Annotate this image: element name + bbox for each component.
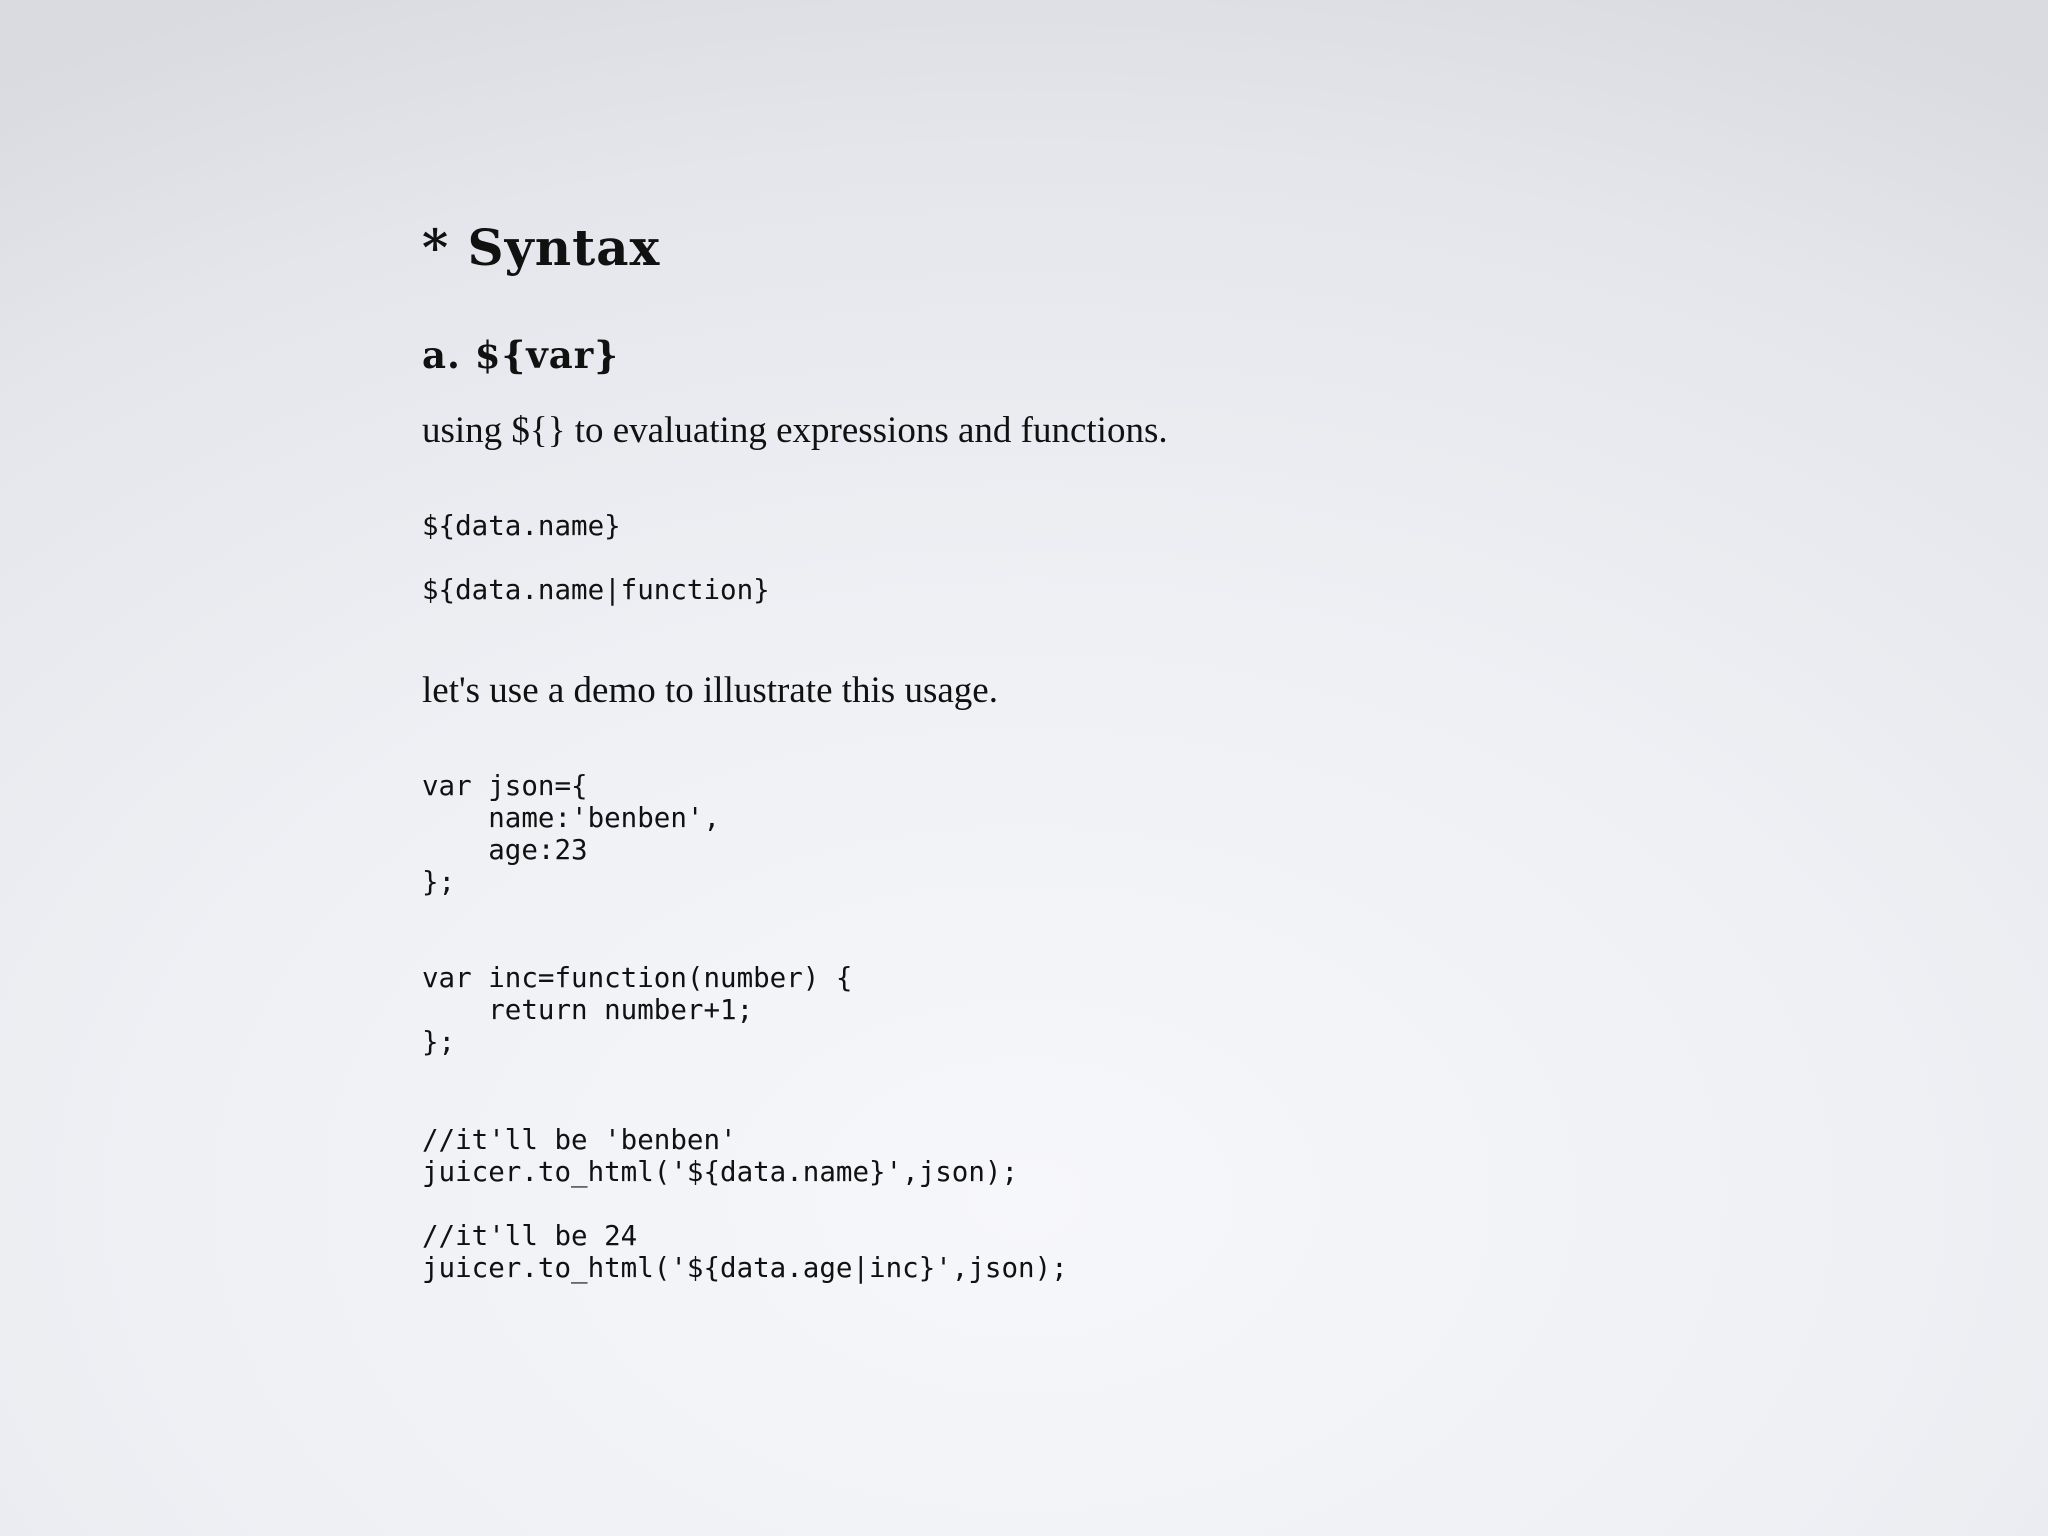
demo-text: let's use a demo to illustrate this usage.: [422, 670, 998, 711]
slide-title: * Syntax: [422, 218, 661, 277]
intro-text: using ${} to evaluating expressions and functions.: [422, 410, 1168, 451]
slide: [422, 0, 1722, 1536]
code-var-simple: ${data.name}: [422, 510, 621, 542]
code-var-function: ${data.name|function}: [422, 574, 770, 606]
code-inc-declaration: var inc=function(number) { return number+1; };: [422, 962, 853, 1058]
code-json-declaration: var json={ name:'benben', age:23 };: [422, 770, 721, 898]
code-example-name: //it'll be 'benben' juicer.to_html('${data.name}',json);: [422, 1124, 1019, 1188]
code-example-age: //it'll be 24 juicer.to_html('${data.age|inc}',json);: [422, 1220, 1068, 1284]
section-heading: a. ${var}: [422, 333, 620, 377]
